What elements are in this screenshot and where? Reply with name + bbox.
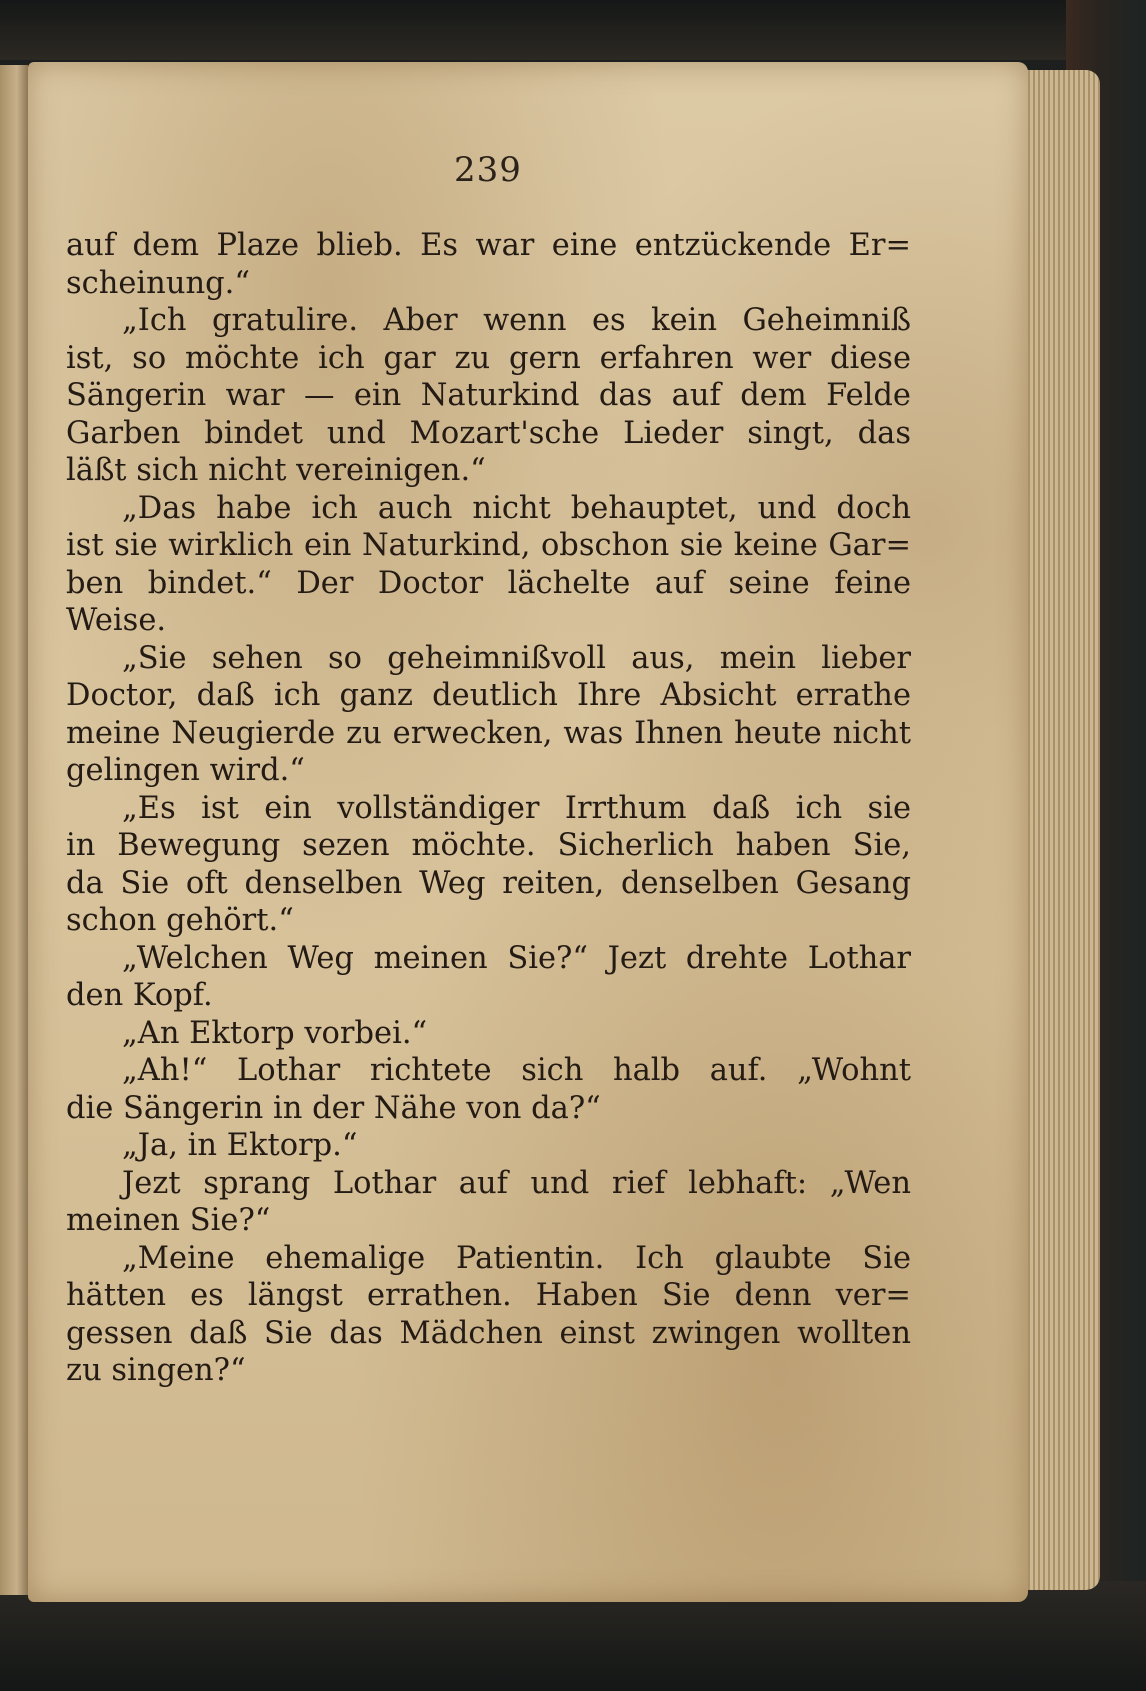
text-line: scheinung.“ — [66, 265, 250, 301]
text-line: Weise. — [66, 603, 167, 638]
text-line: auf dem Plaze blieb. Es war eine entzückende Er= — [66, 228, 911, 263]
text-line: „Es ist ein vollständiger Irrthum daß ich sie — [122, 790, 911, 826]
text-line: Garben bindet und Mozart'sche Lieder singt, das — [66, 415, 911, 451]
text-line: den Kopf. — [66, 978, 213, 1013]
facing-page-edge — [0, 65, 28, 1595]
text-line: da Sie oft denselben Weg reiten, denselben Gesang — [66, 865, 911, 901]
text-line: Sängerin war — ein Naturkind das auf dem Felde — [66, 378, 911, 413]
text-line: hätten es längst errathen. Haben Sie denn ver= — [66, 1278, 911, 1313]
page-number: 239 — [454, 150, 522, 190]
text-line: in Bewegung sezen möchte. Sicherlich haben Sie, — [66, 828, 911, 863]
text-line: ist sie wirklich ein Naturkind, obschon sie keine Gar= — [66, 528, 911, 563]
text-line: schon gehört.“ — [66, 903, 294, 938]
book-page — [28, 62, 1028, 1602]
text-line: ist, so möchte ich gar zu gern erfahren wer diese — [66, 340, 911, 376]
text-line: „Welchen Weg meinen Sie?“ Jezt drehte Lothar — [122, 940, 911, 976]
book-cover-top-edge — [0, 0, 1146, 60]
text-line: gessen daß Sie das Mädchen einst zwingen wollten — [66, 1315, 911, 1351]
text-line: ben bindet.“ Der Doctor lächelte auf seine feine — [66, 565, 911, 601]
text-line: die Sängerin in der Nähe von da?“ — [66, 1090, 601, 1126]
text-line: „Meine ehemalige Patientin. Ich glaubte Sie — [122, 1240, 911, 1276]
text-line: gelingen wird.“ — [66, 753, 305, 788]
text-line: meinen Sie?“ — [66, 1203, 271, 1238]
text-line: „An Ektorp vorbei.“ — [122, 1015, 428, 1051]
text-line: „Ich gratulire. Aber wenn es kein Geheimniß — [122, 303, 911, 338]
text-line: „Ja, in Ektorp.“ — [122, 1128, 358, 1163]
page-text-block — [66, 227, 911, 1390]
text-line: zu singen?“ — [66, 1353, 246, 1388]
text-line: läßt sich nicht vereinigen.“ — [66, 453, 486, 488]
text-line: Jezt sprang Lothar auf und rief lebhaft: „Wen — [122, 1165, 911, 1201]
text-line: meine Neugierde zu erwecken, was Ihnen heute nicht — [66, 715, 911, 751]
text-line: Doctor, daß ich ganz deutlich Ihre Absicht errathe — [66, 678, 911, 713]
text-line: „Das habe ich auch nicht behauptet, und doch — [122, 490, 911, 526]
text-line: „Ah!“ Lothar richtete sich halb auf. „Wohnt — [122, 1053, 911, 1088]
text-line: „Sie sehen so geheimnißvoll aus, mein lieber — [122, 640, 911, 676]
